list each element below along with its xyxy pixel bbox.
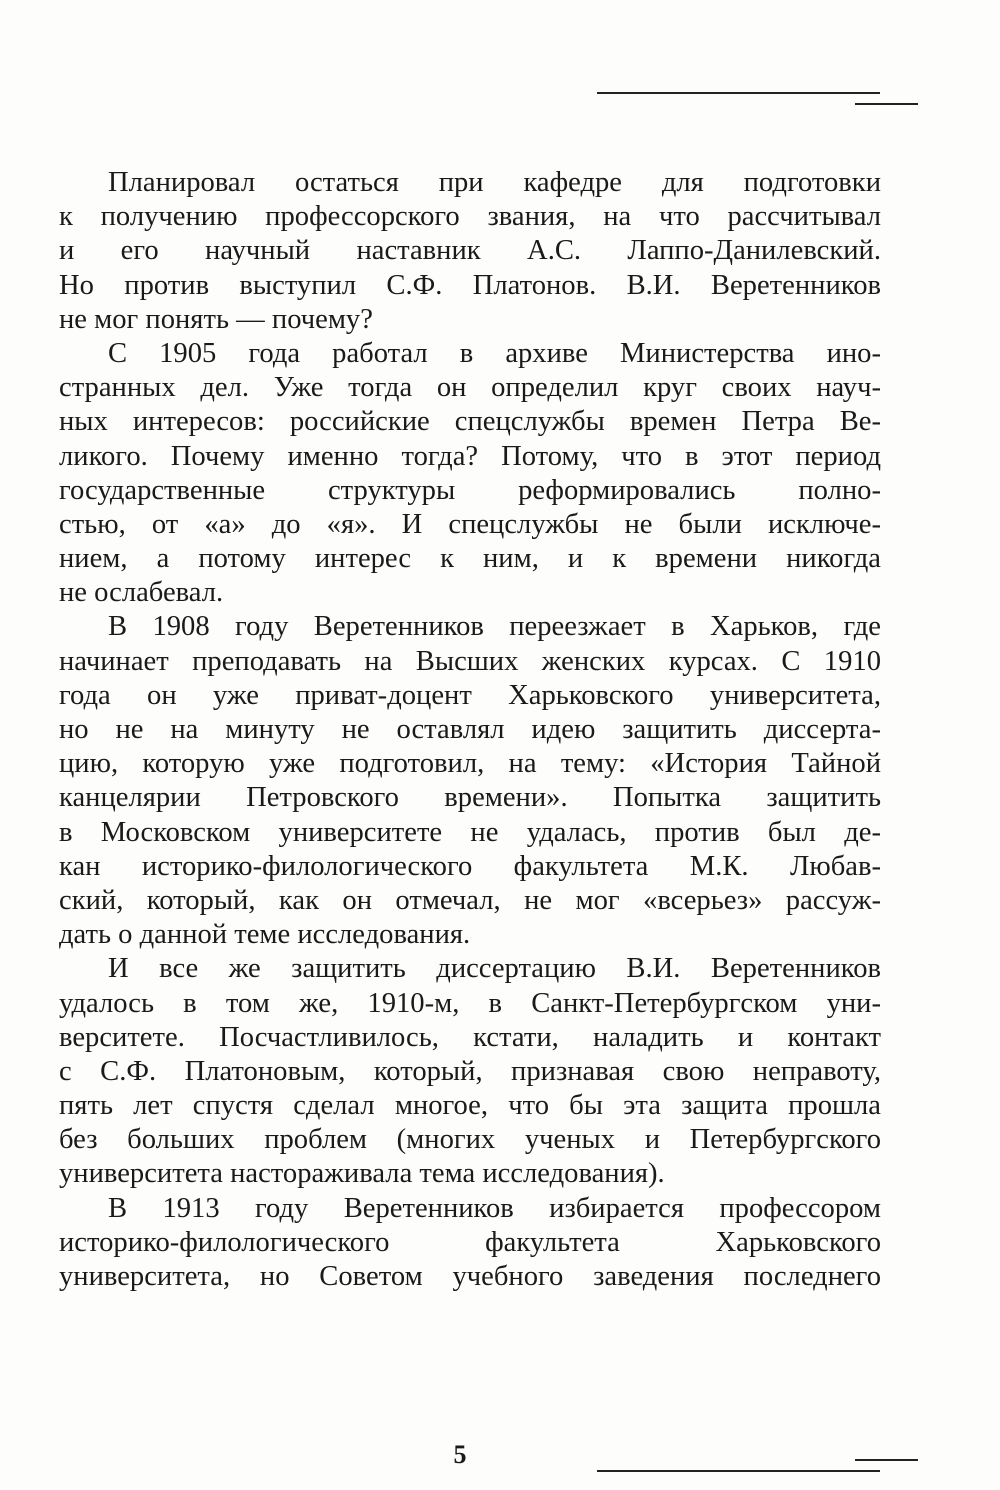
text-line: ных интересов: российские спецслужбы времен Петра Ве- (59, 406, 881, 438)
footer-rule-long (597, 1470, 880, 1472)
text-line: к получению профессорского звания, на что рассчитывал (59, 201, 881, 233)
body-text (59, 166, 881, 1294)
text-line: нием, а потому интерес к ним, и к времени никогда (59, 543, 881, 575)
text-line: университета, но Советом учебного заведения последнего (59, 1261, 881, 1292)
text-line: без больших проблем (многих ученых и Петербургского (59, 1124, 881, 1156)
page-number: 5 (453, 1440, 467, 1469)
header-rule-long (597, 92, 880, 94)
text-line: государственные структуры реформировались полно- (59, 474, 881, 506)
text-line: не ослабевал. (59, 577, 224, 609)
text-line: историко-филологического факультета Харьковского (59, 1226, 881, 1258)
header-rule-short (855, 103, 918, 105)
text-line: В 1913 году Веретенников избирается профессором (108, 1192, 881, 1224)
text-line: года он уже приват-доцент Харьковского университета, (59, 679, 881, 711)
text-line: ский, который, как он отмечал, не мог «всерьез» рассуж- (59, 884, 881, 916)
text-line: Планировал остаться при кафедре для подготовки (108, 167, 881, 198)
text-line: ликого. Почему именно тогда? Потому, что в этот период (59, 440, 881, 472)
text-line: дать о данной теме исследования. (59, 919, 471, 951)
text-line: и его научный наставник А.С. Лаппо-Данилевский. (59, 235, 881, 267)
text-line: верситете. Посчастливилось, кстати, наладить и контакт (59, 1021, 881, 1053)
text-line: пять лет спустя сделал многое, что бы эта защита прошла (59, 1090, 881, 1122)
footer-rule-short (855, 1459, 918, 1461)
text-line: в Московском университете не удалась, против был де- (59, 816, 881, 848)
text-line: университета настораживала тема исследования). (59, 1158, 665, 1190)
text-line: И все же защитить диссертацию В.И. Веретенников (108, 953, 881, 985)
text-line: начинает преподавать на Высших женских курсах. С 1910 (59, 645, 881, 677)
text-line: не мог понять — почему? (59, 303, 373, 335)
text-line: В 1908 году Веретенников переезжает в Харьков, где (108, 611, 881, 643)
text-line: цию, которую уже подготовил, на тему: «История Тайной (59, 748, 881, 780)
text-line: удалось в том же, 1910-м, в Санкт-Петербургском уни- (59, 987, 881, 1019)
text-line: канцелярии Петровского времени». Попытка защитить (59, 782, 881, 814)
text-line: кан историко-филологического факультета М.К. Любав- (59, 850, 881, 882)
text-line: странных дел. Уже тогда он определил круг своих науч- (59, 372, 881, 404)
text-line: но не на минуту не оставлял идею защитить диссерта- (59, 714, 881, 745)
text-line: С 1905 года работал в архиве Министерства ино- (108, 337, 881, 369)
text-line: стью, от «а» до «я». И спецслужбы не были исключе- (59, 508, 881, 540)
text-line: с С.Ф. Платоновым, который, признавая свою неправоту, (59, 1055, 881, 1087)
text-line: Но против выступил С.Ф. Платонов. В.И. Веретенников (59, 269, 881, 301)
